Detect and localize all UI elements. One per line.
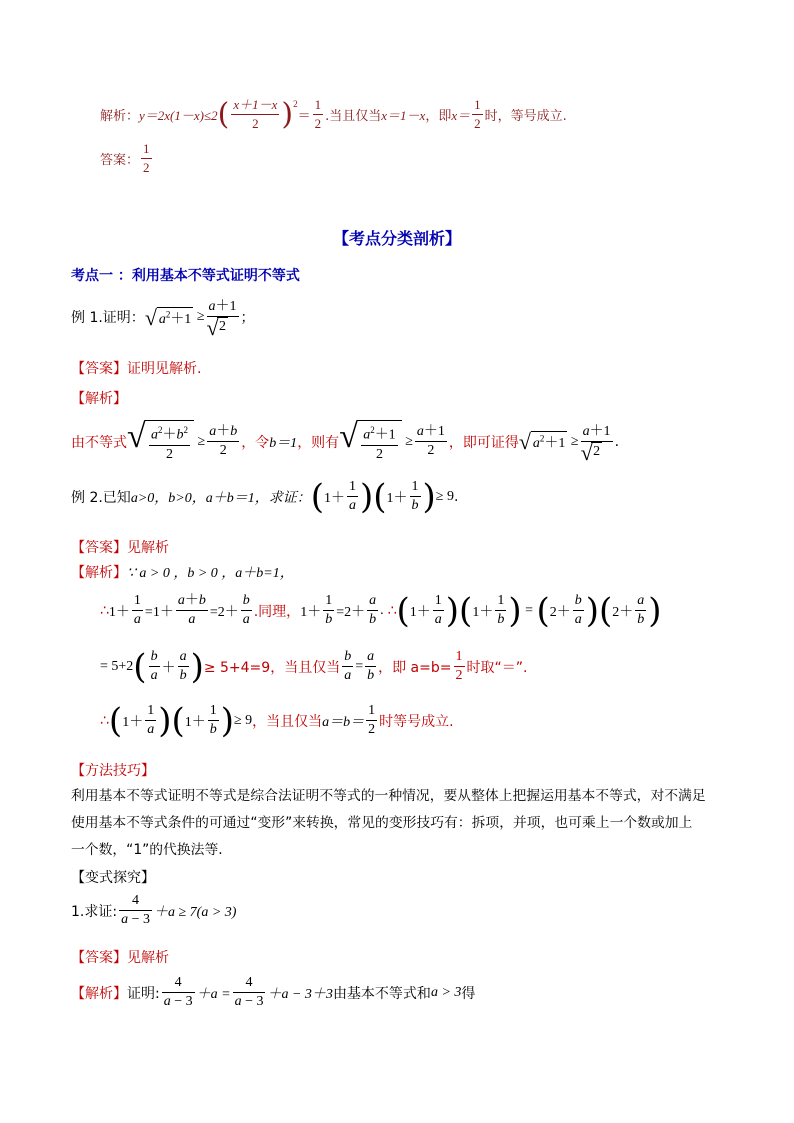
example-2: 例 2.已知 a>0，b>0，a＋b＝1，求证： ( 1＋ $\frac{1}{a}$ ) ( 1＋ $\frac{1}{b}$ ) ≥ 9 . bbox=[71, 476, 459, 517]
tongli-text: .同理， bbox=[253, 603, 301, 620]
analysis-text-2: ，即 bbox=[425, 109, 452, 124]
example-1: 例 1.证明： √ $a^2+1$ ≥ a＋1 √ 2 ； bbox=[71, 299, 255, 340]
analysis-then: ，则有 bbox=[297, 434, 340, 451]
proof-mid-2: ＋a − 3＋3 bbox=[267, 986, 333, 1002]
answer-text: 证明见解析. bbox=[127, 361, 202, 377]
example-1-analysis-tag: 【解析】 bbox=[71, 391, 127, 407]
half-fraction: $\frac{1}{2}$ bbox=[314, 97, 322, 131]
analysis-condition: x＝1－x bbox=[381, 108, 426, 123]
proof-tail: 由基本不等式和 bbox=[332, 985, 431, 1002]
analysis-let: ，令 bbox=[241, 434, 270, 451]
answer-tag: 【答案】 bbox=[71, 361, 127, 377]
line2-prefix: = 5+2 bbox=[100, 658, 134, 674]
example-2-answer bbox=[71, 537, 169, 557]
variant-answer bbox=[71, 947, 169, 967]
variant-q-label: 1.求证: bbox=[71, 903, 118, 920]
analysis-x: x＝ bbox=[451, 108, 471, 123]
analysis-fraction: $\frac{x+1-x}{2}$ bbox=[233, 97, 278, 131]
variant-analysis: 【解析】 证明: $\frac{4}{a - 3}$ ＋a = $\frac{4}{a - 3}$ ＋a − 3＋3 由基本不等式和 a > 3 得 bbox=[71, 975, 476, 1009]
line2-cond: ，即 a=b= bbox=[378, 659, 452, 676]
analysis-label: 解析： bbox=[100, 109, 140, 124]
top-analysis-line bbox=[100, 96, 567, 133]
topic-heading: 考点一 ：利用基本不等式证明不等式 bbox=[71, 268, 300, 284]
answer-text-3: 见解析 bbox=[127, 950, 169, 966]
method-p2: 使用基本不等式条件的可通过“变形”来转换，常见的变形技巧有：拆项，并项，也可乘上一个数或加上 bbox=[71, 815, 693, 831]
section-title: 【考点分类剖析】 bbox=[332, 229, 461, 248]
paren-open-2: ( bbox=[373, 476, 387, 517]
paren-open: ( bbox=[310, 476, 324, 517]
variant-tag: 【变式探究】 bbox=[71, 870, 155, 886]
variant-q-tail: ＋a ≥ 7(a > 3) bbox=[153, 904, 237, 920]
ab-over-2: $\frac{a+b}{2}$ bbox=[209, 424, 238, 459]
left-paren: ( bbox=[217, 96, 230, 132]
example-1-analysis: 由不等式 √ $\frac{a^2+b^2}{2}$ ≥ $\frac{a+b}{2}$ ，令 b＝1 ，则有 √ $\frac{a^2+1}{2}$ ≥ $\frac{a+1}{2}$ ，即可证得 √ $a^2+1$ ≥ a＋1 √ 2 . bbox=[71, 418, 620, 465]
line2-tail: 时取“＝”. bbox=[466, 659, 528, 676]
equals: ＝ bbox=[297, 109, 311, 124]
geq-9: ≥ 9 bbox=[435, 488, 454, 504]
answer-label: 答案： bbox=[100, 153, 140, 168]
sqrt-a2-plus-1-b: √ $a^2+1$ bbox=[518, 429, 566, 455]
right-paren: ) bbox=[281, 96, 294, 132]
example-1-answer bbox=[71, 358, 201, 378]
analysis-tag-3: 【解析】 bbox=[71, 985, 127, 1002]
proof-end: 得 bbox=[461, 985, 476, 1002]
half-fraction-2: $\frac{1}{2}$ bbox=[474, 97, 481, 131]
b-equals-1: b＝1 bbox=[269, 435, 298, 451]
proof-cond: a > 3 bbox=[430, 984, 462, 1000]
method-p3: 一个数，“1”的代换法等. bbox=[71, 842, 223, 858]
answer-text-2: 见解析 bbox=[127, 540, 169, 556]
therefore-symbol: ∴ bbox=[100, 602, 109, 619]
example-2-analysis-head bbox=[71, 562, 294, 582]
analysis-tag-2: 【解析】 bbox=[71, 565, 127, 581]
line3-ab: a＝b＝ bbox=[322, 714, 365, 730]
example-2-label: 例 2.已知 bbox=[71, 489, 131, 506]
ex1-rhs-fraction: a＋1 √ 2 bbox=[206, 299, 237, 340]
period: . bbox=[614, 433, 620, 450]
top-answer-line bbox=[100, 140, 154, 177]
sqrt-a2-plus-1: √ $a^2+1$ bbox=[144, 304, 192, 330]
example-2-line-3: ∴ ( 1＋ $\frac{1}{a}$ ) ( 1＋ $\frac{1}{b}$ ) ≥ 9 ，当且仅当 a＝b＝ $\frac{1}{2}$ 时等号成立. bbox=[100, 700, 454, 741]
proof-mid: ＋a = bbox=[196, 986, 231, 1002]
proof-label: 证明: bbox=[127, 985, 160, 1002]
example-2-condition: a>0，b>0，a＋b＝1，求证： bbox=[130, 490, 311, 506]
paren-close: ) bbox=[359, 476, 374, 517]
example-1-label: 例 1.证明： bbox=[71, 310, 145, 326]
analysis-expr: y＝2x(1－x)≤2 bbox=[139, 108, 218, 123]
because-line: ∵ a > 0 ，b > 0 ，a＋b=1， bbox=[127, 566, 294, 581]
ex1-rhs-fraction-b: a＋1 √ 2 bbox=[580, 423, 611, 465]
analysis-tail: 时，等号成立. bbox=[484, 109, 567, 124]
example-2-line-1: ∴ 1＋ $\frac{1}{a}$ =1＋ $\frac{a+b}{a}$ =2＋ $\frac{b}{a}$ .同理， 1＋ $\frac{1}{b}$ =2＋ $\frac{a}{b}$ . ∴ ( 1＋ $\frac{1}{a}$ ) ( 1＋ $\frac{1}{b}$ ) = ( 2＋ $\frac{b}{a}$ ) ( 2＋ $\frac{a}{b}$ ) bbox=[100, 590, 662, 631]
answer-tag-2: 【答案】 bbox=[71, 540, 127, 556]
method-tag: 【方法技巧】 bbox=[71, 763, 155, 779]
exponent: 2 bbox=[293, 98, 298, 109]
analysis-text: .当且仅当 bbox=[325, 109, 382, 124]
example-2-line-2: = 5+2 ( $\frac{b}{a}$ ＋ $\frac{a}{b}$ ) ≥ 5+4=9，当且仅当 $\frac{b}{a}$ = $\frac{a}{b}$ ，即 a=b= $\frac{1}{2}$ 时取“＝”. bbox=[100, 646, 528, 687]
a1-over-2: $\frac{a+1}{2}$ bbox=[416, 424, 445, 459]
variant-question: 1.求证: $\frac{4}{a - 3}$ ＋a ≥ 7(a > 3) bbox=[71, 893, 237, 927]
sqrt-mean-fraction: √ $\frac{a^2+b^2}{2}$ bbox=[127, 420, 194, 464]
line2-middle: ≥ 5+4=9，当且仅当 bbox=[203, 659, 341, 676]
analysis-conclude: ，即可证得 bbox=[448, 434, 519, 451]
analysis-prefix: 由不等式 bbox=[71, 434, 127, 451]
paren-close-2: ) bbox=[422, 476, 436, 517]
line3-when: ，当且仅当 bbox=[252, 713, 323, 730]
method-p1: 利用基本不等式证明不等式是综合法证明不等式的一种情况，要从整体上把握运用基本不等式，对不满足 bbox=[71, 788, 706, 804]
sqrt-a2p1-over-2: √ $\frac{a^2+1}{2}$ bbox=[339, 420, 402, 464]
line3-tail: 时等号成立. bbox=[379, 713, 454, 730]
answer-tag-3: 【答案】 bbox=[71, 950, 127, 966]
therefore-symbol-2: ∴ bbox=[100, 712, 109, 729]
answer-fraction: $\frac{1}{2}$ bbox=[143, 141, 150, 175]
